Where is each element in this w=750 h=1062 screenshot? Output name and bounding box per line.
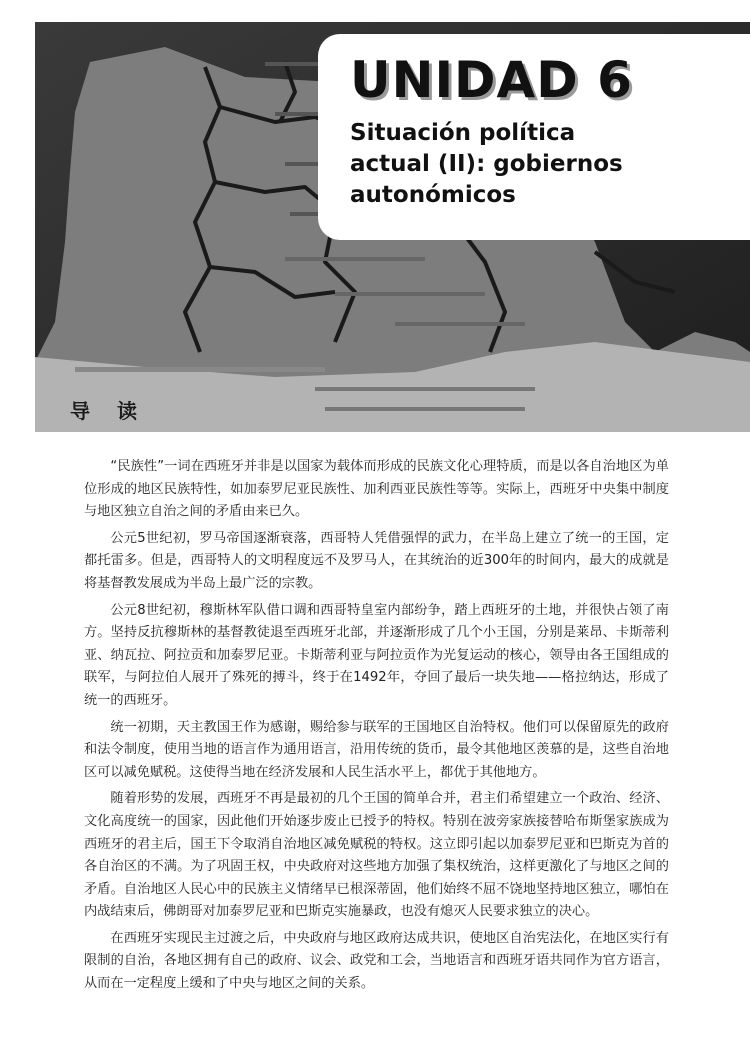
- paragraph: 随着形势的发展，西班牙不再是最初的几个王国的简单合并，君主们希望建立一个政治、经济、文化高度统一的国家，因此他们开始逐步废止已授予的特权。特别在波旁家族接替哈布斯堡家族成为西班牙的君主后，国王下令取消自治地区减免赋税的特权。这立即引起以加泰罗尼亚和巴斯克为首的各自治区的不满。为了巩固王权，中央政府对这些地方加强了集权统治，这样更激化了与地区之间的矛盾。自治地区人民心中的民族主义情绪早已根深蒂固，他们始终不屈不饶地坚持地区独立，哪怕在内战结束后，佛朗哥对加泰罗尼亚和巴斯克实施暴政，也没有熄灭人民要求独立的决心。: [84, 791, 669, 920]
- paragraph: 在西班牙实现民主过渡之后，中央政府与地区政府达成共识，使地区自治宪法化，在地区实行有限制的自治，各地区拥有自己的政府、议会、政党和工会，当地语言和西班牙语共同作为官方语言，从而在一定程度上缓和了中央与地区之间的关系。: [84, 930, 669, 992]
- unit-subtitle-line: autonómicos: [350, 182, 516, 208]
- section-heading: 导 读: [70, 399, 147, 423]
- paragraph: 统一初期，天主教国王作为感谢，赐给参与联军的王国地区自治特权。他们可以保留原先的政府和法令制度，使用当地的语言作为通用语言，沿用传统的货币，最令其他地区羡慕的是，这些自治地区可以减免赋税。这使得当地在经济发展和人民生活水平上，都优于其他地方。: [84, 719, 669, 780]
- unit-title-card: [318, 34, 750, 240]
- unit-subtitle-line: actual (II): gobiernos: [350, 151, 623, 177]
- unit-subtitle: [350, 118, 750, 211]
- intro-body: [84, 456, 669, 1000]
- unit-subtitle-line: Situación política: [350, 120, 576, 146]
- paragraph: “民族性”一词在西班牙并非是以国家为载体而形成的民族文化心理特质，而是以各自治地区为单位形成的地区民族特性，如加泰罗尼亚民族性、加利西亚民族性等等。实际上，西班牙中央集中制度与地区独立自治之间的矛盾由来已久。: [84, 459, 669, 520]
- unit-title: UNIDAD 6: [350, 51, 633, 109]
- paragraph: 公元8世纪初，穆斯林军队借口调和西哥特皇室内部纷争，踏上西班牙的土地，并很快占领了南方。坚持反抗穆斯林的基督教徒退至西班牙北部，并逐渐形成了几个小王国，分别是莱昂、卡斯蒂利亚、纳瓦拉、阿拉贡和加泰罗尼亚。卡斯蒂利亚与阿拉贡作为光复运动的核心，领导由各王国组成的联军，与阿拉伯人展开了殊死的搏斗，终于在1492年，夺回了最后一块失地——格拉纳达，形成了统一的西班牙。: [84, 602, 669, 708]
- paragraph: 公元5世纪初，罗马帝国逐渐衰落，西哥特人凭借强悍的武力，在半岛上建立了统一的王国，定都托雷多。但是，西哥特人的文明程度远不及罗马人，在其统治的近300年的时间内，最大的成就是将基督教发展成为半岛上最广泛的宗教。: [84, 530, 669, 591]
